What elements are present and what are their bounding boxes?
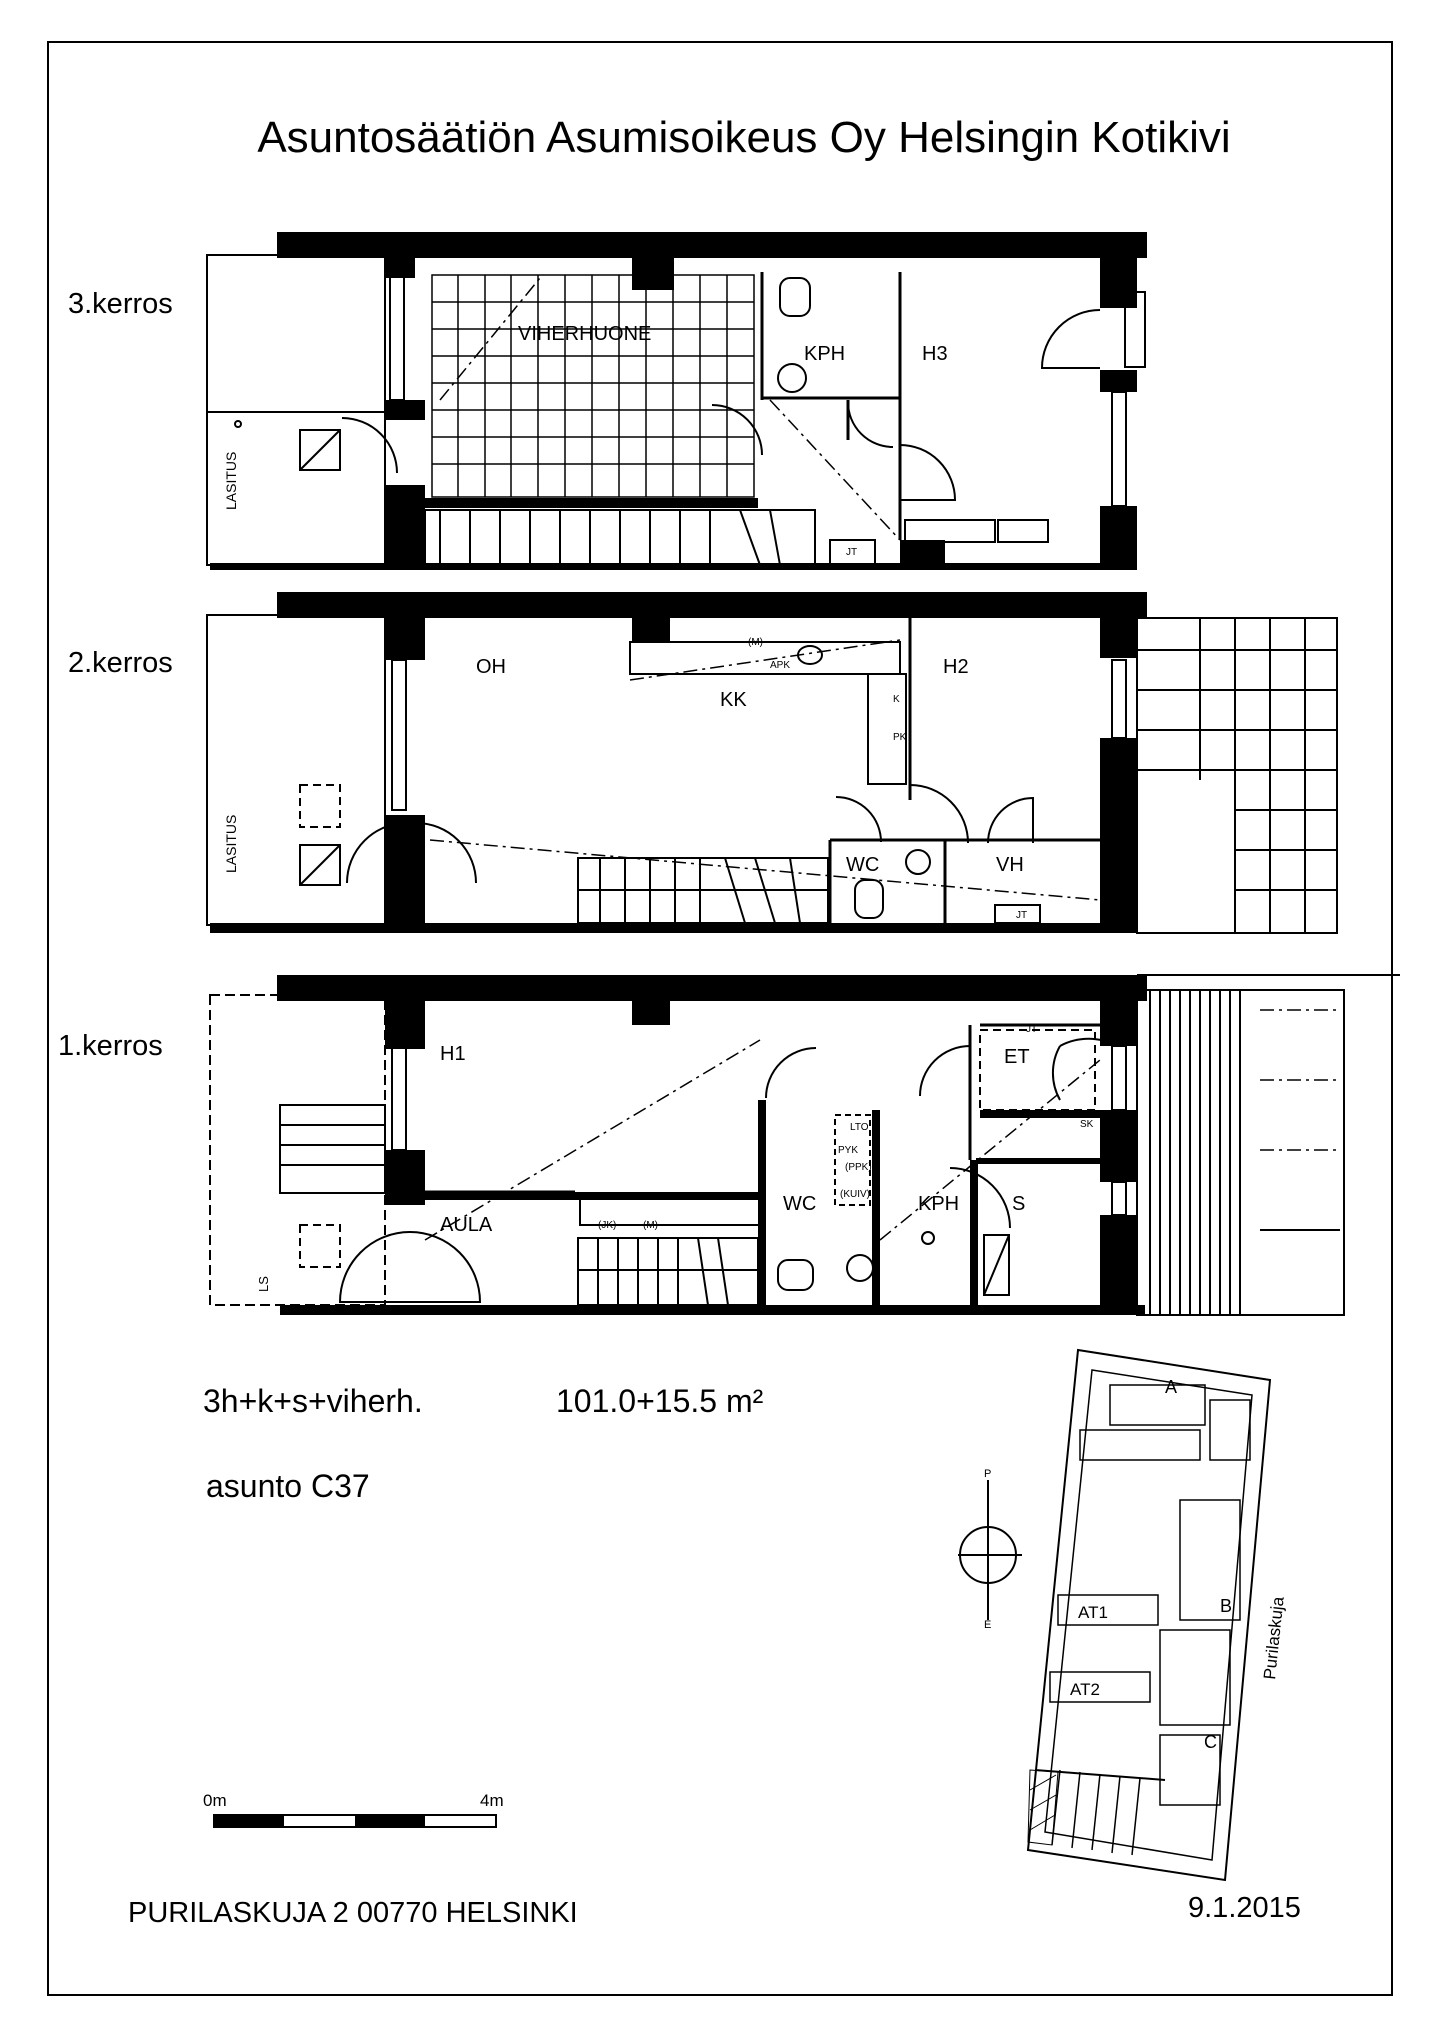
room-label: H2: [943, 656, 969, 678]
floor-3-stairs: [425, 510, 815, 565]
room-label: VH: [996, 854, 1024, 876]
compass-label: E: [984, 1619, 992, 1631]
site-block-label: A: [1165, 1377, 1178, 1397]
room-label: KPH: [918, 1193, 960, 1215]
plan-date: 9.1.2015: [1188, 1892, 1301, 1924]
fixture-label: APK: [770, 660, 791, 671]
room-label: ET: [1004, 1046, 1030, 1068]
fixture-label: JT: [1026, 1024, 1038, 1035]
entry-steps: [280, 1105, 385, 1267]
fixture-label: LTO: [850, 1122, 869, 1133]
parking-label: AT2: [1070, 1680, 1100, 1699]
room-label: KPH: [804, 343, 846, 365]
scale-bar: [203, 1791, 504, 1827]
site-block-label: C: [1204, 1732, 1217, 1752]
floor-2-stairs: [578, 858, 828, 923]
fixture-label: PYK: [838, 1145, 859, 1156]
floor-3-label: 3.kerros: [68, 288, 173, 320]
fixture-label: (M): [748, 637, 763, 648]
compass-icon: [958, 1468, 1022, 1631]
scale-start-label: 0m: [203, 1791, 227, 1810]
fixture-label: (KUIV): [840, 1189, 870, 1200]
fixture-label: K: [893, 694, 900, 705]
site-plan: [1028, 1350, 1288, 1880]
fixture-label: JT: [1016, 910, 1028, 921]
room-label: S: [1012, 1193, 1026, 1215]
page-title: Asuntosäätiön Asumisoikeus Oy Helsingin Kotikivi: [257, 113, 1231, 162]
fixture-label: (PPK): [845, 1162, 872, 1173]
room-label: H1: [440, 1043, 466, 1065]
glazing-label: LS: [256, 1276, 271, 1292]
apartment-number: asunto C37: [206, 1468, 370, 1504]
floor-2-label: 2.kerros: [68, 647, 173, 679]
floor-1-stairs: [578, 1238, 758, 1305]
room-label: WC: [846, 854, 880, 876]
room-label: VIHERHUONE: [518, 323, 652, 345]
site-block-label: B: [1220, 1596, 1233, 1616]
fixture-label: (JK): [598, 1220, 617, 1231]
room-label: KK: [720, 689, 747, 711]
fixture-label: JT: [846, 547, 858, 558]
street-label: Purilaskuja: [1260, 1595, 1288, 1681]
fixture-label: (M): [643, 1220, 658, 1231]
apartment-area: 101.0+15.5 m²: [556, 1383, 764, 1419]
floor-1-label: 1.kerros: [58, 1030, 163, 1062]
floor-2-terrace: [1137, 618, 1337, 933]
glazing-label: LASITUS: [223, 451, 239, 510]
room-label: OH: [476, 656, 506, 678]
room-label: H3: [922, 343, 948, 365]
room-label: WC: [783, 1193, 817, 1215]
scale-end-label: 4m: [480, 1791, 504, 1810]
room-label: AULA: [440, 1214, 493, 1236]
sunroom-tile-grid: [432, 275, 754, 497]
floor-2-plan: [68, 592, 1337, 933]
fixture-label: PK: [893, 732, 907, 743]
apartment-type: 3h+k+s+viherh.: [203, 1383, 423, 1419]
floor-1-terrace: [1137, 975, 1400, 1315]
parking-label: AT1: [1078, 1603, 1108, 1622]
fixture-label: SK: [1080, 1119, 1094, 1130]
floor-1-plan: [58, 975, 1400, 1315]
address-label: PURILASKUJA 2 00770 HELSINKI: [128, 1897, 578, 1929]
compass-label: P: [984, 1468, 992, 1480]
glazing-label: LASITUS: [223, 814, 239, 873]
floor-3-plan: [68, 232, 1147, 570]
